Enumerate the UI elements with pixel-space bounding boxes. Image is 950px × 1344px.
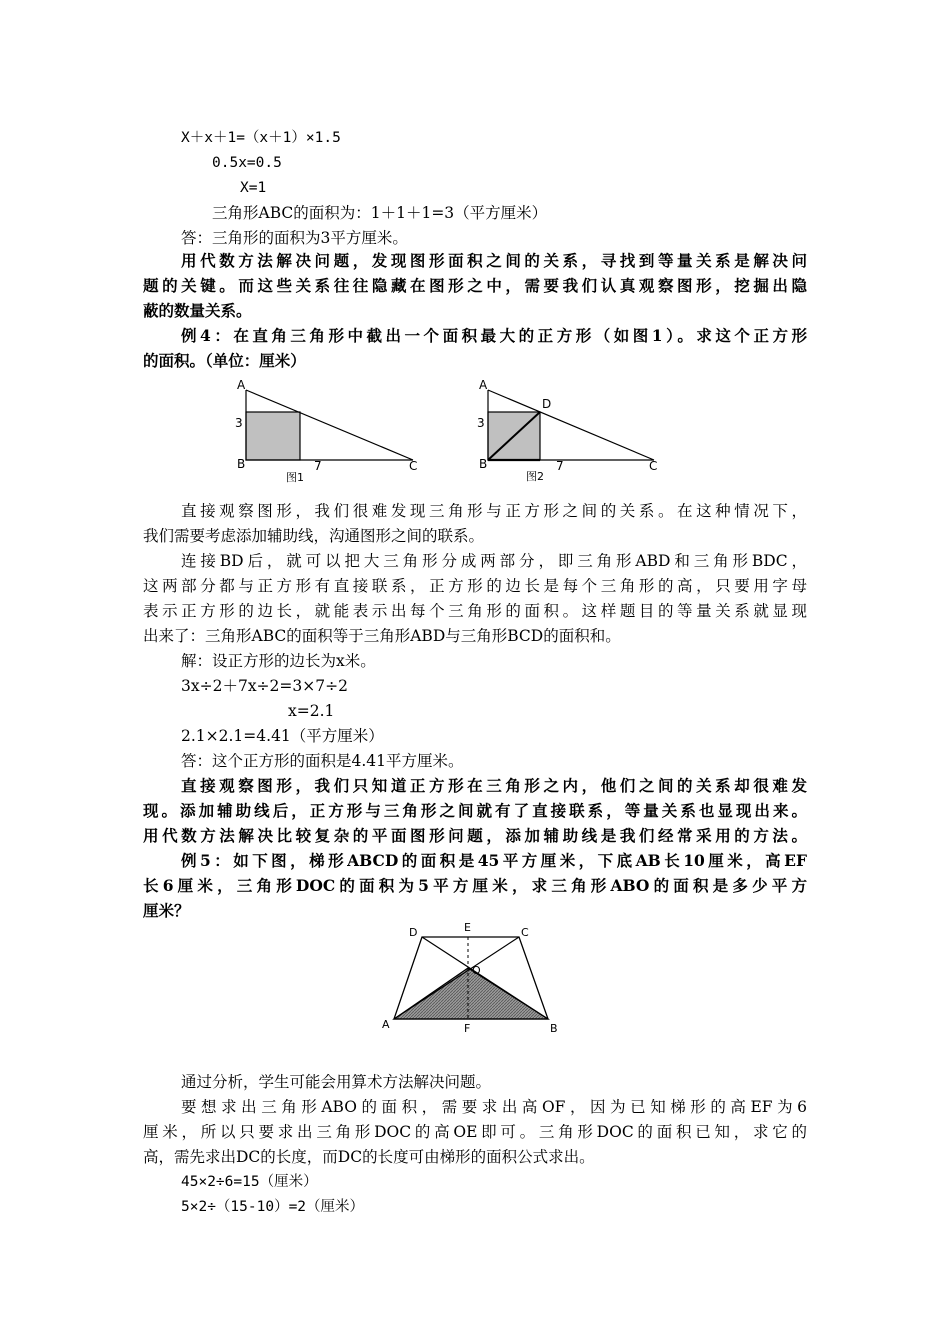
equation-line: 2.1×2.1=4.41（平方厘米） (181, 727, 384, 745)
inscribed-square (246, 412, 300, 460)
answer-line: 答：这个正方形的面积是4.41平方厘米。 (181, 752, 464, 770)
body-paragraph-line: 这两部分都与正方形有直接联系，正方形的边长是每个三角形的高，只要用字母 (143, 577, 807, 595)
summary-paragraph-line: 题的关键。而这些关系往往隐藏在图形之中，需要我们认真观察图形，挖掘出隐 (143, 276, 807, 295)
vertex-f-label: F (464, 1022, 471, 1035)
vertex-b-label: B (550, 1022, 558, 1035)
vertex-a-label: A (237, 378, 246, 392)
vertex-c-label: C (649, 459, 658, 473)
example5-question-line: 长6厘米，三角形DOC的面积为5平方厘米，求三角形ABO的面积是多少平方 (143, 876, 807, 895)
vertex-c-label: C (521, 926, 529, 939)
side-bc-label: 7 (556, 459, 564, 473)
body-paragraph-line: 高，需先求出DC的长度，而DC的长度可由梯形的面积公式求出。 (143, 1148, 595, 1166)
side-ab-label: 3 (235, 416, 243, 430)
example4-question-line: 的面积。（单位：厘米） (143, 351, 306, 370)
figure-caption: 图1 (286, 471, 304, 484)
example5-question-line: 厘米？ (143, 901, 190, 920)
body-paragraph-line: 表示正方形的边长，就能表示出每个三角形的面积。这样题目的等量关系就显现 (143, 602, 807, 620)
equation-line: X=1 (240, 180, 267, 196)
body-paragraph-line: 要想求出三角形ABO的面积，需要求出高OF，因为已知梯形的高EF为6 (181, 1098, 807, 1116)
equation-line: x=2.1 (288, 702, 335, 720)
summary-paragraph-line: 现。添加辅助线后，正方形与三角形之间就有了直接联系，等量关系也显现出来。 (143, 801, 807, 820)
figure-2-triangle-square-diagonal (468, 376, 678, 486)
equation-line: 45×2÷6=15（厘米） (181, 1174, 318, 1190)
vertex-c-label: C (409, 459, 418, 473)
vertex-b-label: B (479, 457, 488, 471)
side-ab-label: 3 (477, 416, 485, 430)
result-line: 三角形ABC的面积为：1＋1＋1=3（平方厘米） (212, 204, 548, 222)
figure-1-triangle-square (228, 376, 438, 486)
body-paragraph-line: 直接观察图形，我们很难发现三角形与正方形之间的关系。在这种情况下， (181, 502, 807, 520)
equation-line: 5×2÷（15-10）=2（厘米） (181, 1199, 365, 1215)
equation-line: X＋x＋1=（x＋1）×1.5 (181, 130, 341, 146)
body-paragraph-line: 连接BD后，就可以把大三角形分成两部分，即三角形ABD和三角形BDC， (181, 552, 807, 570)
summary-paragraph-line: 直接观察图形，我们只知道正方形在三角形之内，他们之间的关系却很难发 (181, 776, 807, 795)
figure-caption: 图2 (526, 470, 544, 483)
example5-question-line: 例5：如下图，梯形ABCD的面积是45平方厘米，下底AB长10厘米，高EF (181, 851, 807, 870)
summary-paragraph-line: 用代数方法解决问题，发现图形面积之间的关系，寻找到等量关系是解决问 (181, 251, 807, 270)
vertex-e-label: E (464, 921, 471, 934)
summary-paragraph-line: 用代数方法解决比较复杂的平面图形问题，添加辅助线是我们经常采用的方法。 (143, 826, 807, 845)
example4-question-line: 例4：在直角三角形中截出一个面积最大的正方形（如图1）。求这个正方形 (181, 326, 807, 345)
body-paragraph-line: 出来了：三角形ABC的面积等于三角形ABD与三角形BCD的面积和。 (143, 627, 621, 645)
summary-paragraph-line: 蔽的数量关系。 (143, 301, 252, 320)
vertex-b-label: B (237, 457, 246, 471)
body-paragraph-line: 厘米，所以只要求出三角形DOC的高OE即可。三角形DOC的面积已知，求它的 (143, 1123, 807, 1141)
figure-trapezoid-abcd (378, 918, 568, 1040)
answer-line: 答：三角形的面积为3平方厘米。 (181, 229, 408, 247)
vertex-d-label: D (409, 926, 418, 939)
equation-line: 0.5x=0.5 (212, 155, 282, 171)
equation-line: 3x÷2＋7x÷2=3×7÷2 (181, 677, 348, 695)
vertex-d-label: D (542, 397, 552, 411)
vertex-a-label: A (382, 1018, 390, 1031)
solution-line: 解：设正方形的边长为x米。 (181, 652, 376, 670)
shaded-triangle-abo (394, 968, 548, 1019)
body-paragraph-line: 通过分析，学生可能会用算术方法解决问题。 (181, 1073, 492, 1091)
vertex-a-label: A (479, 378, 488, 392)
body-paragraph-line: 我们需要考虑添加辅助线，沟通图形之间的联系。 (143, 527, 485, 545)
side-bc-label: 7 (314, 459, 322, 473)
vertex-o-label: O (472, 964, 481, 977)
